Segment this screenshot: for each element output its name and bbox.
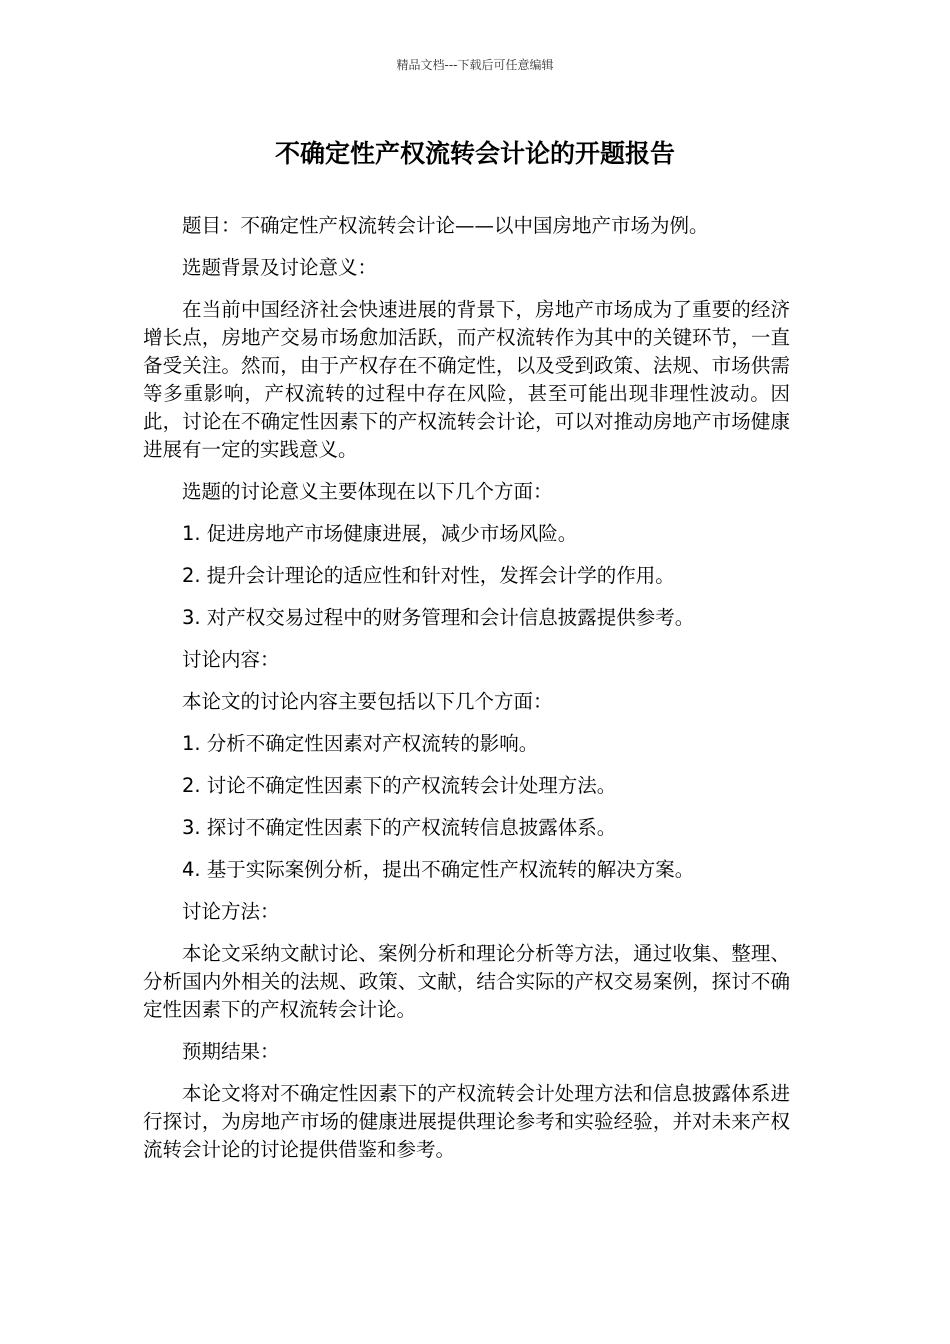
background-paragraph: 在当前中国经济社会快速进展的背景下，房地产市场成为了重要的经济增长点，房地产交易市场愈加活跃，而产权流转作为其中的关键环节，一直备受关注。然而，由于产权存在不确定性，以及受到政策、法规、市场供需等多重影响，产权流转的过程中存在风险，甚至可能出现非理性波动。因此，讨论在不确定性因素下的产权流转会计论，可以对推动房地产市场健康进展有一定的实践意义。 [143,298,790,461]
content-item: 3. 探讨不确定性因素下的产权流转信息披露体系。 [182,816,617,839]
content-heading: 讨论内容： [182,648,280,671]
significance-item: 3. 对产权交易过程中的财务管理和会计信息披露提供参考。 [182,606,695,629]
method-heading: 讨论方法： [182,900,280,923]
background-heading: 选题背景及讨论意义： [182,256,378,279]
significance-item: 2. 提升会计理论的适应性和针对性，发挥会计学的作用。 [182,564,675,587]
topic-line: 题目：不确定性产权流转会计论——以中国房地产市场为例。 [182,214,709,237]
content-item: 4. 基于实际案例分析，提出不确定性产权流转的解决方案。 [182,858,695,881]
content-item: 1. 分析不确定性因素对产权流转的影响。 [182,732,539,755]
header-note: 精品文档---下载后可任意编辑 [396,58,554,72]
result-paragraph: 本论文将对不确定性因素下的产权流转会计处理方法和信息披露体系进行探讨，为房地产市场的健康进展提供理论参考和实验经验，并对未来产权流转会计论的讨论提供借鉴和参考。 [143,1082,790,1161]
significance-item: 1. 促进房地产市场健康进展，减少市场风险。 [182,522,578,545]
document-body [143,212,790,1178]
content-intro: 本论文的讨论内容主要包括以下几个方面： [182,690,553,713]
significance-intro: 选题的讨论意义主要体现在以下几个方面： [182,480,553,503]
content-item: 2. 讨论不确定性因素下的产权流转会计处理方法。 [182,774,617,797]
method-paragraph: 本论文采纳文献讨论、案例分析和理论分析等方法，通过收集、整理、分析国内外相关的法规、政策、文献，结合实际的产权交易案例，探讨不确定性因素下的产权流转会计论。 [143,942,790,1021]
result-heading: 预期结果： [182,1040,280,1063]
document-title: 不确定性产权流转会计论的开题报告 [274,139,675,168]
